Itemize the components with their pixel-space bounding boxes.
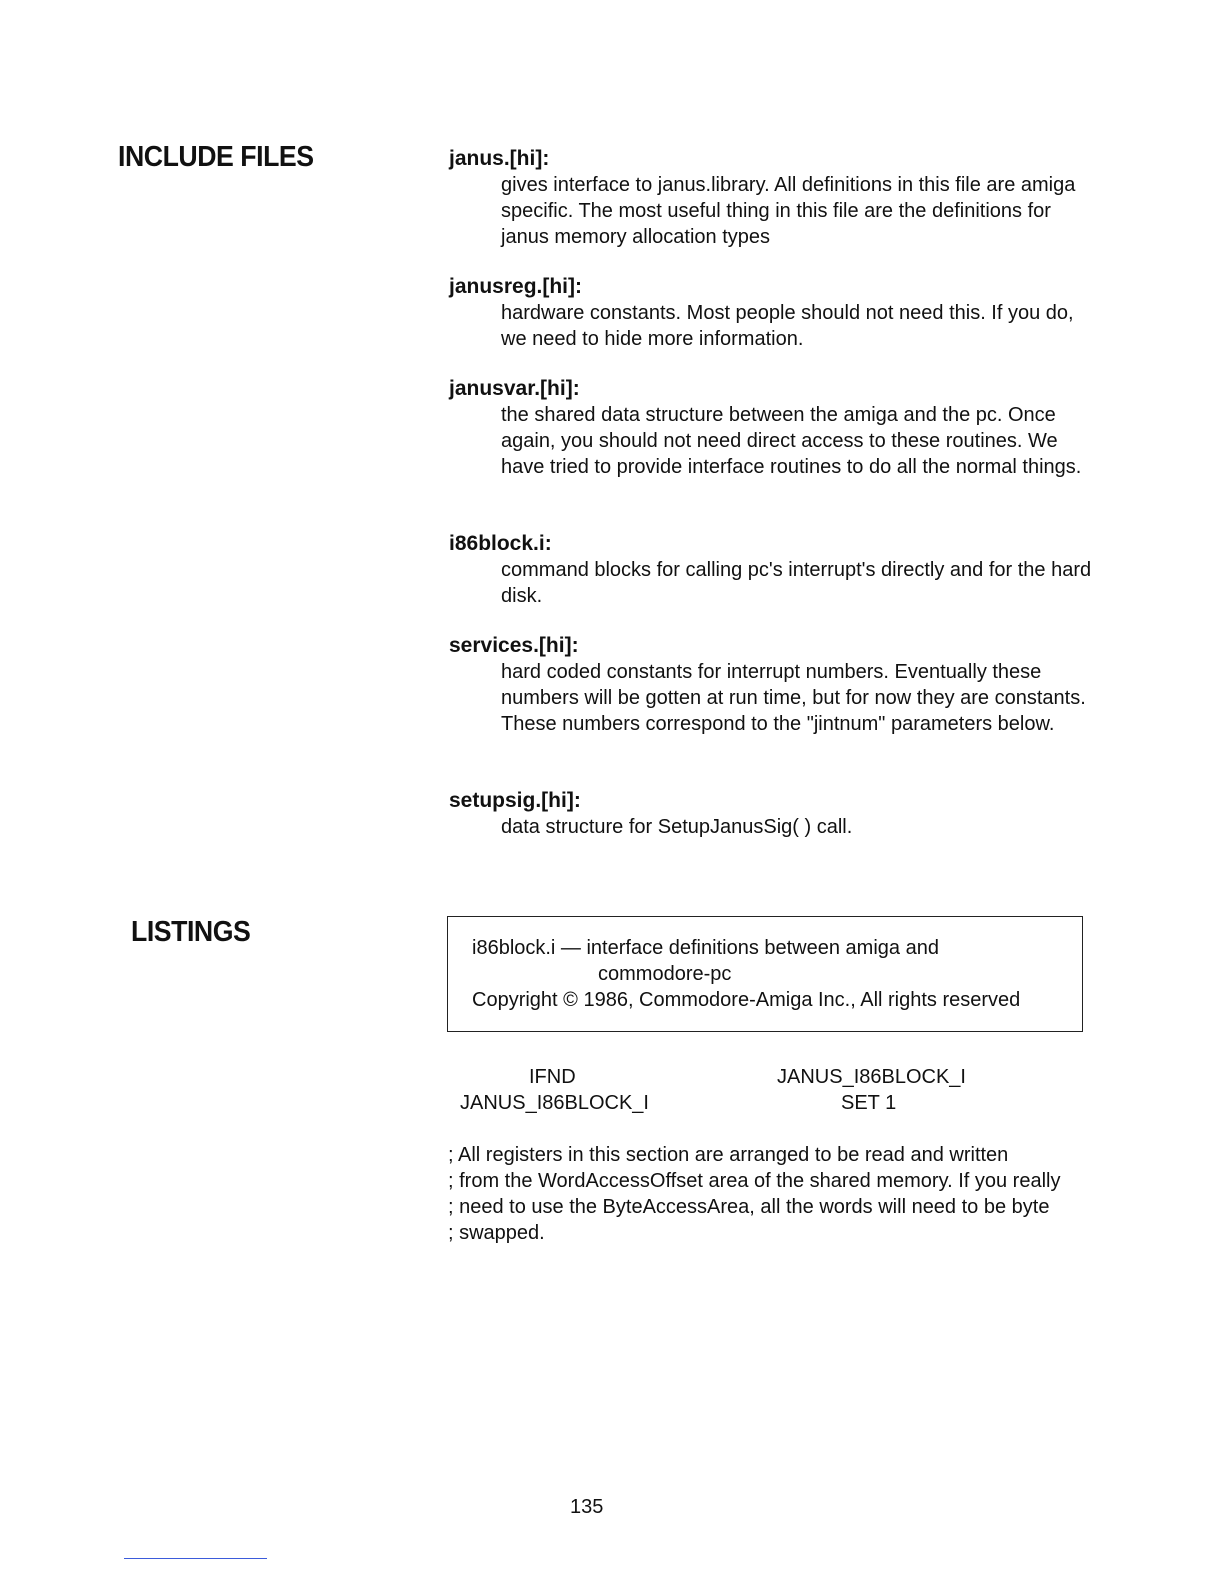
- entry-description: hardware constants. Most people should not need this. If you do, we need to hide more information.: [501, 302, 1074, 350]
- code-symbol: JANUS_I86BLOCK_I: [777, 1066, 966, 1088]
- listing-header-box: [447, 916, 1083, 1032]
- listing-title-continuation: commodore-pc: [598, 963, 732, 985]
- entry-term: janus.[hi]:: [449, 147, 550, 170]
- include-files-heading: INCLUDE FILES: [118, 141, 314, 173]
- entry-description: the shared data structure between the amiga and the pc. Once again, you should not need direct access to these routines. We have tried to provide interface routines to do all the normal things.: [501, 404, 1082, 478]
- page-number: 135: [570, 1496, 604, 1518]
- copyright-line: Copyright © 1986, Commodore-Amiga Inc., All rights reserved: [472, 989, 1021, 1011]
- entry-term: services.[hi]:: [449, 634, 579, 657]
- include-entry-services: [449, 633, 1109, 737]
- comment-block: [448, 1142, 1088, 1246]
- entry-term: janusvar.[hi]:: [449, 377, 580, 400]
- footer-rule: [124, 1558, 267, 1559]
- include-entry-janus: [449, 146, 1109, 250]
- entry-term: janusreg.[hi]:: [449, 275, 583, 298]
- entry-description: gives interface to janus.library. All definitions in this file are amiga specific. The most useful thing in this file are the definitions for janus memory allocation types: [501, 174, 1076, 248]
- include-entry-janusvar: [449, 376, 1109, 480]
- entry-term: setupsig.[hi]:: [449, 789, 581, 812]
- code-ifnd-directive: IFND: [529, 1066, 576, 1088]
- comment-line: ; need to use the ByteAccessArea, all the words will need to be byte: [448, 1196, 1050, 1218]
- entry-term: i86block.i:: [449, 532, 552, 555]
- code-set-directive: SET 1: [841, 1092, 897, 1114]
- code-symbol: JANUS_I86BLOCK_I: [460, 1092, 649, 1114]
- comment-line: ; swapped.: [448, 1222, 545, 1244]
- comment-line: ; from the WordAccessOffset area of the shared memory. If you really: [448, 1170, 1061, 1192]
- include-entry-janusreg: [449, 274, 1109, 352]
- entry-description: hard coded constants for interrupt numbers. Eventually these numbers will be gotten at run time, but for now they are constants. These numbers correspond to the "jintnum" parameters below.: [501, 661, 1086, 735]
- comment-line: ; All registers in this section are arranged to be read and written: [448, 1144, 1009, 1166]
- include-entry-setupsig: [449, 788, 1109, 840]
- listing-title-line: i86block.i — interface definitions between amiga and: [472, 937, 939, 959]
- entry-description: command blocks for calling pc's interrupt's directly and for the hard disk.: [501, 559, 1092, 607]
- include-entry-i86block: [449, 531, 1109, 609]
- entry-description: data structure for SetupJanusSig( ) call.: [501, 816, 853, 838]
- listings-heading: LISTINGS: [131, 916, 251, 948]
